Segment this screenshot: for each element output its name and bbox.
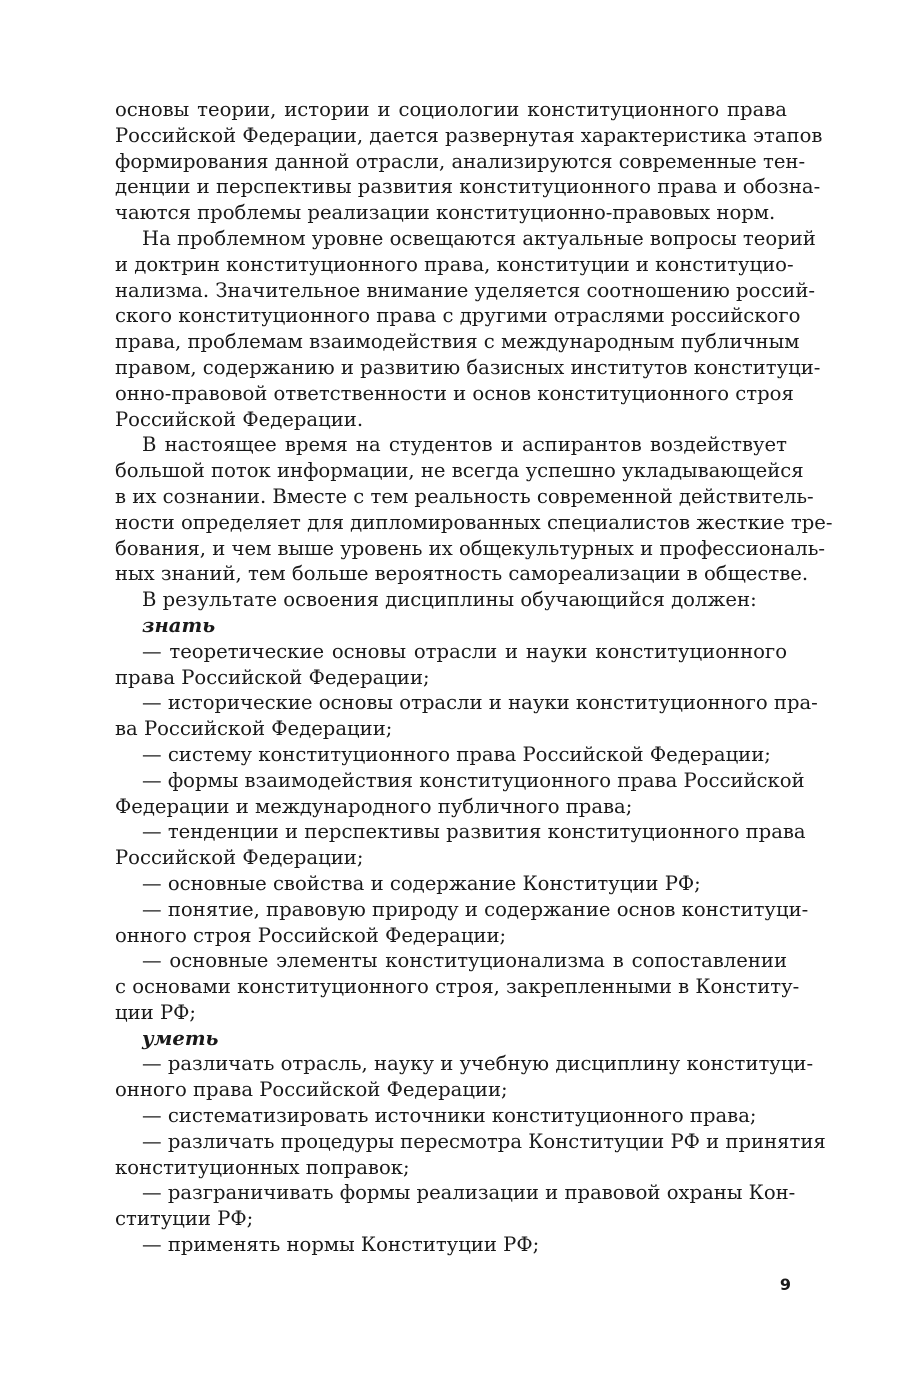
text-line: с основами конституционного строя, закрепленными в Конститу- — [115, 975, 800, 999]
text-line: — теоретические основы отрасли и науки конституционного — [142, 639, 787, 663]
text-line: онно-правовой ответственности и основ конституционного строя — [115, 381, 794, 405]
text-line: ва Российской Федерации; — [115, 717, 393, 741]
text-line: — применять нормы Конституции РФ; — [142, 1233, 540, 1257]
page-number: 9 — [779, 1275, 791, 1294]
text-line: — понятие, правовую природу и содержание основ конституци- — [142, 897, 809, 921]
text-line: — различать отрасль, науку и учебную дисциплину конституци- — [142, 1052, 814, 1076]
list-item — [115, 1232, 787, 1258]
page-body — [115, 97, 833, 1258]
text-line: Российской Федерации, дается развернутая характеристика этапов — [115, 123, 823, 147]
text-line: конституционных поправок; — [115, 1155, 410, 1179]
text-line: в их сознании. Вместе с тем реальность современной действитель- — [115, 484, 814, 508]
text-line: онного права Российской Федерации; — [115, 1078, 508, 1102]
list-item — [115, 1129, 826, 1181]
section-can — [115, 1026, 826, 1258]
text-line: большой поток информации, не всегда успешно укладывающейся — [115, 459, 804, 483]
text-line: — исторические основы отрасли и науки конституционного пра- — [142, 691, 818, 715]
text-line: — формы взаимодействия конституционного права Российской — [142, 768, 805, 792]
list-item — [115, 639, 787, 691]
list-item — [115, 768, 805, 820]
text-line: ных знаний, тем больше вероятность самореализации в обществе. — [115, 562, 809, 586]
text-line: нализма. Значительное внимание уделяется соотношению россий- — [115, 278, 816, 302]
text-line: Российской Федерации. — [115, 407, 364, 431]
section-heading: уметь — [142, 1026, 219, 1050]
list-item — [115, 1103, 787, 1129]
text-line: — основные свойства и содержание Конституции РФ; — [142, 871, 701, 895]
text-line: чаются проблемы реализации конституционно-правовых норм. — [115, 201, 776, 225]
text-line: В настоящее время на студентов и аспирантов воздействует — [142, 433, 787, 457]
list-item — [115, 948, 800, 1025]
list-item — [115, 871, 787, 897]
text-line: На проблемном уровне освещаются актуальные вопросы теорий — [142, 226, 816, 250]
text-line: онного строя Российской Федерации; — [115, 923, 507, 947]
list-item — [115, 897, 809, 949]
text-line: — различать процедуры пересмотра Конституции РФ и принятия — [142, 1129, 826, 1153]
text-line: права, проблемам взаимодействия с международным публичным — [115, 330, 800, 354]
list-item — [115, 1051, 814, 1103]
list-item — [115, 742, 787, 768]
text-line: ции РФ; — [115, 1000, 196, 1024]
paragraph — [115, 587, 787, 613]
text-line: — основные элементы конституционализма в сопоставлении — [142, 949, 787, 973]
text-line: бования, и чем выше уровень их общекультурных и профессиональ- — [115, 536, 826, 560]
text-line: права Российской Федерации; — [115, 665, 430, 689]
text-line: основы теории, истории и социологии конституционного права — [115, 98, 787, 121]
paragraph — [115, 97, 823, 226]
text-line: ности определяет для дипломированных специалистов жесткие тре- — [115, 510, 833, 534]
section-know — [115, 613, 818, 1026]
text-line: — систематизировать источники конституционного права; — [142, 1104, 757, 1128]
text-line: — тенденции и перспективы развития конституционного права — [142, 820, 806, 844]
list-item — [115, 819, 806, 871]
text-line: ского конституционного права с другими отраслями российского — [115, 304, 801, 328]
paragraph — [115, 432, 833, 587]
text-line: правом, содержанию и развитию базисных институтов конституци- — [115, 355, 821, 379]
section-heading: знать — [142, 613, 216, 637]
text-line: ституции РФ; — [115, 1207, 254, 1231]
text-line: Федерации и международного публичного права; — [115, 794, 633, 818]
paragraph — [115, 226, 821, 432]
list-item — [115, 1180, 796, 1232]
text-line: денции и перспективы развития конституционного права и обозна- — [115, 175, 821, 199]
text-line: Российской Федерации; — [115, 846, 364, 870]
text-line: В результате освоения дисциплины обучающийся должен: — [142, 588, 757, 612]
text-line: — разграничивать формы реализации и правовой охраны Кон- — [142, 1181, 796, 1205]
text-line: — систему конституционного права Российской Федерации; — [142, 742, 771, 766]
list-item — [115, 690, 818, 742]
text-line: формирования данной отрасли, анализируются современные тен- — [115, 149, 806, 173]
text-line: и доктрин конституционного права, конституции и конституцио- — [115, 252, 794, 276]
